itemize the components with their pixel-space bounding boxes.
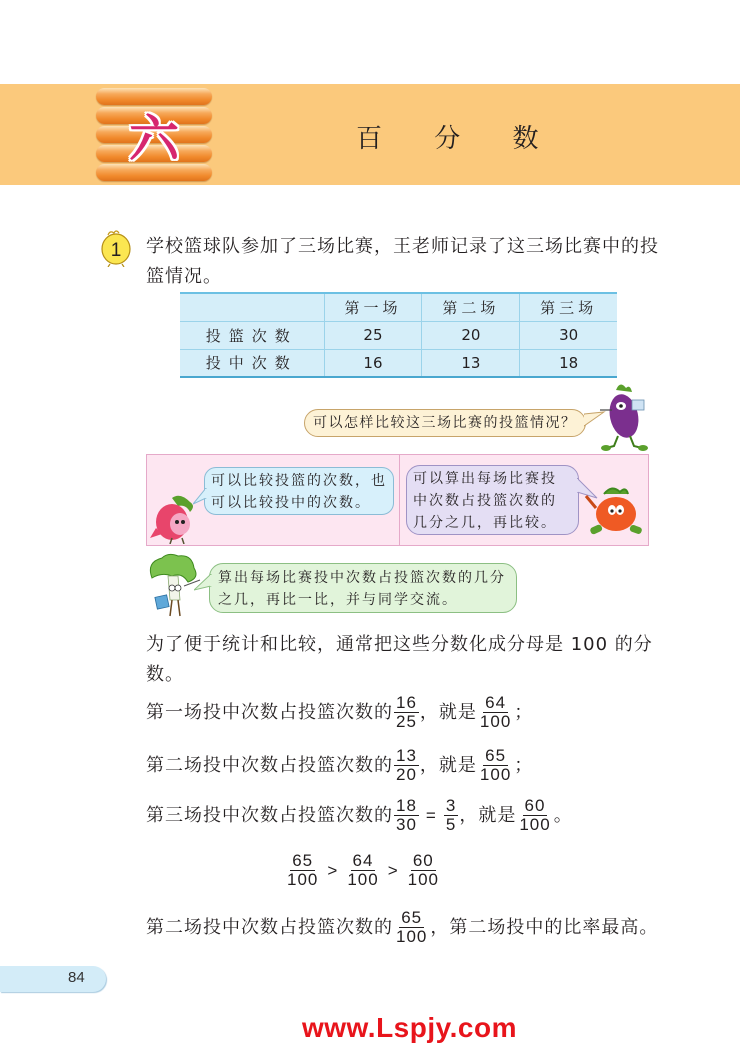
table-cell: 30 xyxy=(520,321,617,349)
bubble-tail xyxy=(194,574,212,592)
instruction-bubble: 算出每场比赛投中次数占投篮次数的几分之几，再比一比，并与同学交流。 xyxy=(209,563,517,613)
line-text: 第三场投中次数占投篮次数的 xyxy=(146,804,393,826)
table-cell: 18 xyxy=(520,349,617,377)
row-label: 投篮次数 xyxy=(180,321,324,349)
game3-line xyxy=(146,797,573,834)
table-row xyxy=(180,349,617,377)
line-text: ； xyxy=(514,701,534,723)
line-text: ，第二场投中的比率最高。 xyxy=(430,916,659,938)
table-header-cell: 第二场 xyxy=(422,293,520,321)
line-text: 。 xyxy=(553,804,573,826)
fraction: $\frac{65}{100}$ xyxy=(287,851,319,889)
intro-paragraph: 为了便于统计和比较，通常把这些分数化成分母是 100 的分数。 xyxy=(146,634,653,685)
chick-number-icon xyxy=(100,229,132,267)
table-header-cell: 第一场 xyxy=(324,293,422,321)
idea-bubble-b: 可以算出每场比赛投中次数占投篮次数的几分之几，再比较。 xyxy=(406,465,579,535)
fraction: $\frac{13}{20}$ xyxy=(396,746,417,784)
game1-line xyxy=(146,694,533,731)
table-cell: 16 xyxy=(324,349,422,377)
page-number-tab xyxy=(0,966,106,992)
table-cell: 13 xyxy=(422,349,520,377)
line-text: ，就是 xyxy=(459,804,517,826)
table-header-row xyxy=(180,293,617,321)
chapter-number: 六 xyxy=(129,110,179,168)
fraction: $\frac{3}{5}$ xyxy=(445,796,457,834)
fraction: $\frac{18}{30}$ xyxy=(396,796,417,834)
eggplant-character-icon xyxy=(594,380,654,452)
line-text: ，就是 xyxy=(419,754,477,776)
fraction: $\frac{60}{100}$ xyxy=(519,796,551,834)
table-cell: 20 xyxy=(422,321,520,349)
conclusion-line xyxy=(146,909,658,946)
fraction: $\frac{16}{25}$ xyxy=(396,693,417,731)
tomato-character-icon xyxy=(582,484,646,540)
line-text: 第二场投中次数占投篮次数的 xyxy=(146,916,393,938)
greater-than-sign: > xyxy=(327,860,339,880)
shooting-record-table xyxy=(180,292,617,378)
row-label: 投中次数 xyxy=(180,349,324,377)
fraction: $\frac{60}{100}$ xyxy=(407,851,439,889)
question-bubble: 可以怎样比较这三场比赛的投篮情况？ xyxy=(304,409,586,437)
game2-line xyxy=(146,747,533,784)
table-header-cell xyxy=(180,293,324,321)
line-text: 第一场投中次数占投篮次数的 xyxy=(146,701,393,723)
fraction: $\frac{65}{100}$ xyxy=(479,746,512,784)
svg-text:1: 1 xyxy=(110,240,122,261)
page-number: 84 xyxy=(68,969,85,986)
comparison-line xyxy=(284,852,442,889)
line-text: ； xyxy=(514,754,534,776)
fraction: $\frac{65}{100}$ xyxy=(396,908,428,946)
problem-text: 学校篮球队参加了三场比赛，王老师记录了这三场比赛中的投篮情况。 xyxy=(146,236,659,287)
greater-than-sign: > xyxy=(387,860,399,880)
line-text: ，就是 xyxy=(419,701,477,723)
table-cell: 25 xyxy=(324,321,422,349)
chapter-badge xyxy=(96,86,212,184)
line-text: 第二场投中次数占投篮次数的 xyxy=(146,754,393,776)
idea-bubble-a: 可以比较投篮的次数，也可以比较投中的次数。 xyxy=(204,467,394,515)
equals-sign: = xyxy=(425,805,437,825)
bubble-tail xyxy=(193,488,207,506)
fraction: $\frac{64}{100}$ xyxy=(347,851,379,889)
fraction: $\frac{64}{100}$ xyxy=(479,693,512,731)
panel-divider xyxy=(399,455,400,545)
table-header-cell: 第三场 xyxy=(520,293,617,321)
watermark: www.Lspjy.com xyxy=(302,1012,517,1043)
chapter-title: 百 分 数 xyxy=(356,124,561,154)
table-row xyxy=(180,321,617,349)
